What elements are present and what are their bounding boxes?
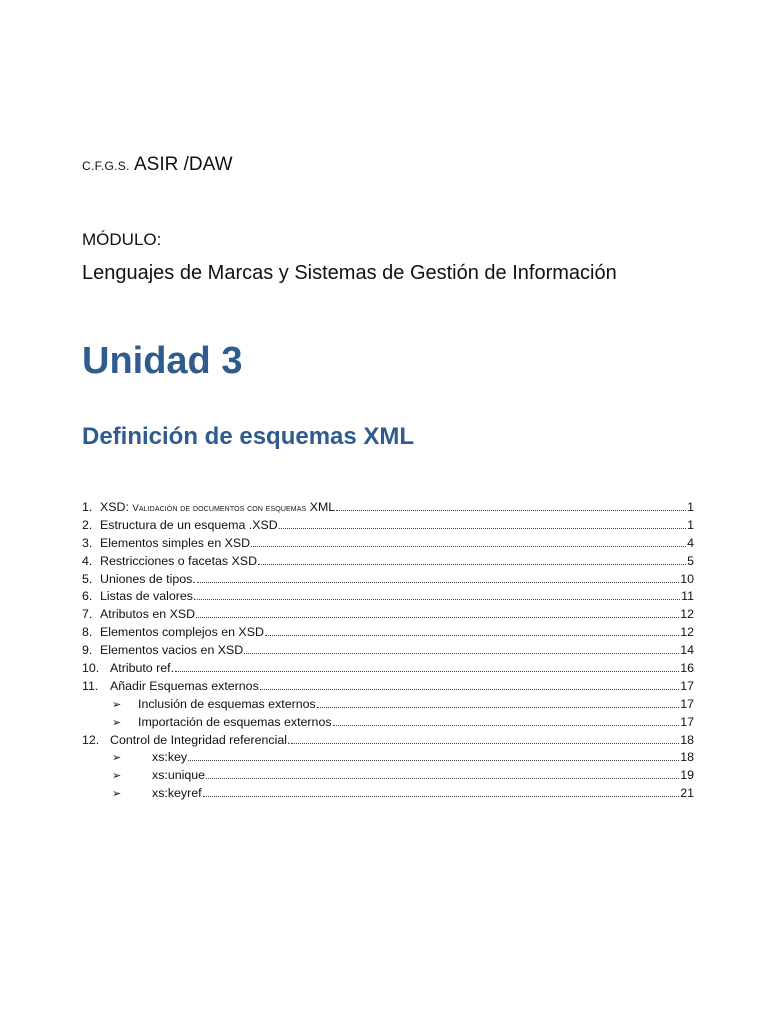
toc-entry-page: 1 <box>687 517 694 532</box>
toc-entry-number: 11. <box>82 678 99 693</box>
toc-entry-page: 17 <box>680 678 694 693</box>
toc-subentry[interactable] <box>82 767 694 785</box>
toc-leader-dots <box>333 714 680 726</box>
toc-entry-number: 8. <box>82 625 93 640</box>
toc-entry-page: 18 <box>680 732 694 747</box>
toc-entry-number: 10. <box>82 661 100 676</box>
toc-entry-title: xs:keyref <box>152 786 202 801</box>
toc-leader-dots <box>336 499 686 511</box>
toc-entry-page: 19 <box>680 768 694 783</box>
arrow-bullet-icon: ➢ <box>112 770 122 783</box>
toc-entry-page: 10 <box>680 571 694 586</box>
toc-entry[interactable] <box>82 517 694 535</box>
toc-entry-page: 16 <box>680 661 694 676</box>
toc-entry-page: 12 <box>680 607 694 622</box>
toc-entry-number: 5. <box>82 571 93 586</box>
toc-entry-page: 17 <box>680 696 694 711</box>
toc-entry-number: 6. <box>82 589 93 604</box>
toc-entry-title: xs:unique <box>152 768 206 783</box>
toc-leader-dots <box>279 517 686 529</box>
toc-entry-page: 21 <box>680 786 694 801</box>
toc-entry-number: 9. <box>82 643 93 658</box>
toc-entry-title: Restricciones o facetas XSD <box>100 553 258 568</box>
toc-entry-number: 3. <box>82 535 93 550</box>
toc-subentry[interactable] <box>82 714 694 732</box>
cfgs-abbrev: C.F.G.S. <box>82 159 130 173</box>
toc-entry-title: Importación de esquemas externos <box>138 714 332 729</box>
arrow-bullet-icon: ➢ <box>112 788 122 801</box>
toc-entry[interactable] <box>82 535 694 553</box>
toc-leader-dots <box>203 785 680 797</box>
toc-entry-page: 12 <box>680 625 694 640</box>
toc-leader-dots <box>258 553 686 565</box>
arrow-bullet-icon: ➢ <box>112 716 122 729</box>
toc-entry-title: Atributos en XSD <box>100 607 196 622</box>
toc-entry-number: 2. <box>82 517 93 532</box>
toc-entry[interactable] <box>82 588 694 606</box>
toc-entry[interactable] <box>82 606 694 624</box>
toc-leader-dots <box>251 535 686 547</box>
toc-leader-dots <box>260 678 679 690</box>
toc-entry-smallcaps: Validación de documentos con esquemas <box>132 503 307 514</box>
toc-entry-title: Uniones de tipos. <box>100 571 196 586</box>
toc-entry[interactable] <box>82 553 694 571</box>
toc-entry-page: 11 <box>681 589 694 604</box>
toc-leader-dots <box>244 642 679 654</box>
toc-entry-number: 1. <box>82 500 93 514</box>
toc-entry-title: Añadir Esquemas externos <box>110 678 259 693</box>
toc-entry[interactable] <box>82 624 694 642</box>
unit-subtitle: Definición de esquemas XML <box>82 423 415 450</box>
toc-entry-page: 18 <box>680 750 694 765</box>
toc-entry-title: Estructura de un esquema .XSD <box>100 517 278 532</box>
toc-leader-dots <box>265 624 679 636</box>
toc-entry-title: Control de Integridad referencial. <box>110 732 291 747</box>
toc-entry-title: Elementos simples en XSD <box>100 535 251 550</box>
toc-entry-page: 1 <box>687 500 694 514</box>
toc-entry[interactable] <box>82 732 694 750</box>
toc-entry-title: Elementos complejos en XSD <box>100 625 264 640</box>
toc-entry-number: 7. <box>82 607 93 622</box>
toc-subentry[interactable] <box>82 696 694 714</box>
toc-entry-title: XSD: Validación de documentos con esquemas XML <box>100 500 336 514</box>
toc-entry-title: Elementos vacios en XSD <box>100 643 244 658</box>
toc-leader-dots <box>188 749 679 761</box>
unit-title: Unidad 3 <box>82 340 243 382</box>
toc-leader-dots <box>197 571 679 583</box>
toc-entry-page: 17 <box>680 714 694 729</box>
toc-leader-dots <box>317 696 679 708</box>
table-of-contents <box>82 499 694 803</box>
toc-entry-page: 14 <box>680 643 694 658</box>
course-line <box>82 154 233 176</box>
toc-entry[interactable] <box>82 499 694 517</box>
toc-leader-dots <box>175 660 679 672</box>
toc-entry[interactable] <box>82 660 694 678</box>
toc-entry-number: 4. <box>82 553 93 568</box>
toc-leader-dots <box>291 732 679 744</box>
module-name: Lenguajes de Marcas y Sistemas de Gestión de Información <box>82 262 617 284</box>
toc-entry-number: 12. <box>82 732 100 747</box>
toc-entry-title: xs:key <box>152 750 188 765</box>
toc-entry-page: 5 <box>687 553 694 568</box>
toc-leader-dots <box>197 588 680 600</box>
toc-entry-title: Listas de valores. <box>100 589 197 604</box>
toc-leader-dots <box>196 606 679 618</box>
toc-leader-dots <box>206 767 679 779</box>
toc-entry-title: Atributo ref. <box>110 661 175 676</box>
toc-entry[interactable] <box>82 678 694 696</box>
toc-entry[interactable] <box>82 571 694 589</box>
arrow-bullet-icon: ➢ <box>112 698 122 711</box>
toc-subentry[interactable] <box>82 749 694 767</box>
course-name: ASIR /DAW <box>133 154 233 175</box>
toc-entry-title: Inclusión de esquemas externos <box>138 696 316 711</box>
toc-subentry[interactable] <box>82 785 694 803</box>
arrow-bullet-icon: ➢ <box>112 752 122 765</box>
module-label: MÓDULO: <box>82 230 162 249</box>
toc-entry-page: 4 <box>687 535 694 550</box>
toc-entry[interactable] <box>82 642 694 660</box>
